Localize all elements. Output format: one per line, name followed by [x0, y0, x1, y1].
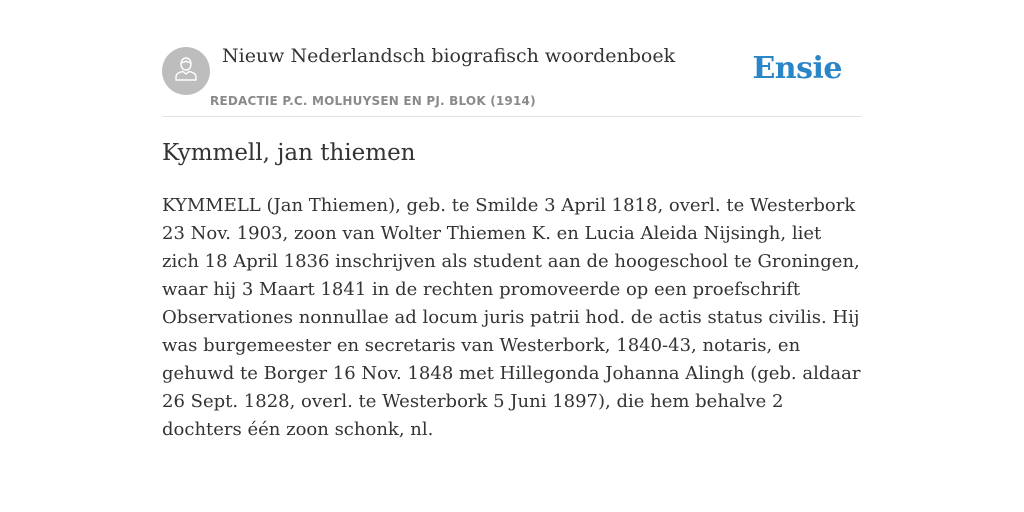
- source-header: [162, 40, 862, 117]
- brand-logo[interactable]: Ensie: [752, 51, 842, 86]
- entry-title: Kymmell, jan thiemen: [162, 140, 416, 166]
- user-icon: [173, 55, 199, 88]
- source-title[interactable]: Nieuw Nederlandsch biografisch woordenboek: [222, 45, 676, 67]
- entry-body: KYMMELL (Jan Thiemen), geb. te Smilde 3 April 1818, overl. te Westerbork 23 Nov. 1903, zoon van Wolter Thiemen K. en Lucia Aleida Nijsingh, liet zich 18 April 1836 inschrijven als student aan de hoogeschool te Groningen, waar hij 3 Maart 1841 in de rechten promoveerde op een proefschrift Observationes nonnullae ad locum juris patrii hod. de actis status civilis. Hij was burgemeester en secretaris van Westerbork, 1840-43, notaris, en gehuwd te Borger 16 Nov. 1848 met Hillegonda Johanna Alingh (geb. aldaar 26 Sept. 1828, overl. te Westerbork 5 Juni 1897), die hem behalve 2 dochters één zoon schonk, nl.: [162, 195, 861, 440]
- source-editors: REDACTIE P.C. MOLHUYSEN EN PJ. BLOK (1914): [210, 94, 536, 108]
- source-avatar[interactable]: [162, 47, 210, 95]
